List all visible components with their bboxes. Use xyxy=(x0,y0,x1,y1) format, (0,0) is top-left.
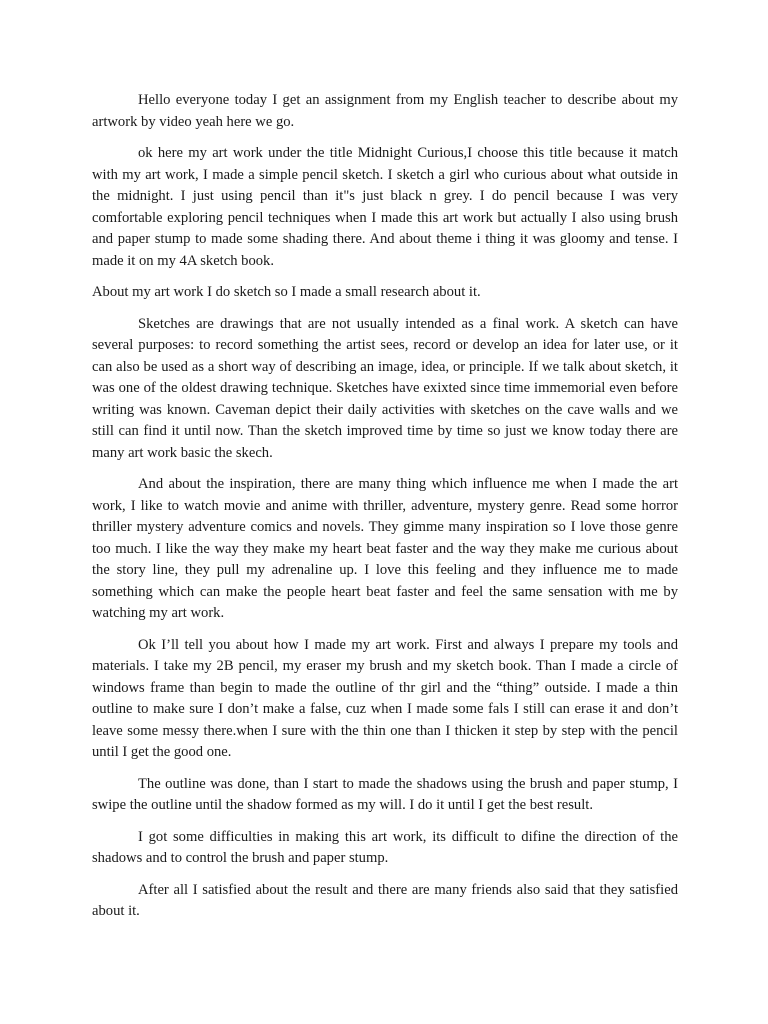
paragraph-inspiration: And about the inspiration, there are many thing which influence me when I made the art work, I like to watch movie and anime with thriller, adventure, mystery genre. Read some horror thriller mystery adventure comics and novels. They gimme many inspiration so I love those genre too much. I like the way they make my heart beat faster and the way they make me curious about the story line, they pull my adrenaline up. I love this feeling and they influence me to made something which can make the people heart beat faster and feel the same sensation with me by watching my art work. xyxy=(92,476,678,621)
paragraph-conclusion: After all I satisfied about the result and there are many friends also said that they satisfied about it. xyxy=(92,881,678,919)
document-body xyxy=(92,90,678,933)
paragraph-artwork-title: ok here my art work under the title Midnight Curious,I choose this title because it match with my art work, I made a simple pencil sketch. I sketch a girl who curious about what outside in the midnight. I just using pencil than it"s just black n grey. I do pencil because I was very comfortable exploring pencil techniques when I made this art work but actually I also using brush and paper stump to made some shading there. And about theme i thing it was gloomy and tense. I made it on my 4A sketch book. xyxy=(92,145,678,269)
paragraph-sketches: Sketches are drawings that are not usually intended as a final work. A sketch can have several purposes: to record something the artist sees, record or develop an idea for later use, or it can also be used as a short way of describing an image, idea, or principle. If we talk about sketch, it was one of the oldest drawing technique. Sketches have exixted since time immemorial even before writing was known. Caveman depict their daily activities with sketches on the cave walls and we still can find it until now. Than the sketch improved time by time so just we know today there are many art work basic the skech. xyxy=(92,315,678,461)
paragraph-shadows: The outline was done, than I start to made the shadows using the brush and paper stump, I swipe the outline until the shadow formed as my will. I do it until I get the best result. xyxy=(92,775,678,813)
paragraph-difficulties: I got some difficulties in making this art work, its difficult to difine the direction of the shadows and to control the brush and paper stump. xyxy=(92,828,678,866)
paragraph-process: Ok I’ll tell you about how I made my art work. First and always I prepare my tools and materials. I take my 2B pencil, my eraser my brush and my sketch book. Than I made a circle of windows frame than begin to made the outline of thr girl and the “thing” outside. I made a thin outline to make sure I don’t make a false, cuz when I made some fals I still can erase it and don’t leave some messy there.when I sure with the thin one than I thicken it step by step with the pencil until I get the good one. xyxy=(92,636,678,760)
paragraph-research: About my art work I do sketch so I made a small research about it. xyxy=(92,284,481,300)
paragraph-intro: Hello everyone today I get an assignment from my English teacher to describe about my artwork by video yeah here we go. xyxy=(92,92,678,130)
